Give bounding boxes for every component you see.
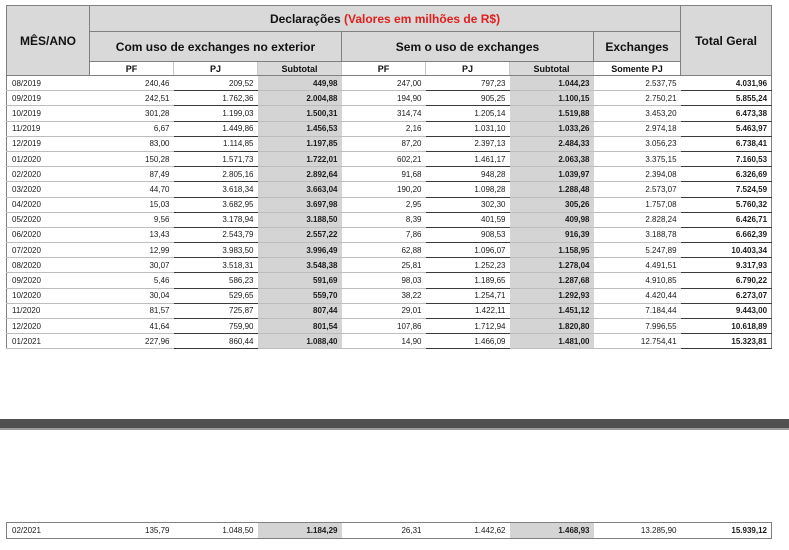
cell-month: 10/2019 (7, 106, 90, 121)
table-row (7, 523, 772, 539)
cell-sem-subtotal: 1.292,93 (510, 288, 594, 303)
cell-ext-subtotal: 3.663,04 (258, 182, 342, 197)
table-row (7, 212, 772, 227)
cell-sem-pf: 38,22 (342, 288, 426, 303)
cell-ext-pj: 1.762,36 (174, 91, 258, 106)
cell-sem-subtotal: 1.039,97 (510, 167, 594, 182)
table-row (7, 227, 772, 242)
col-header-somente-pj: Somente PJ (594, 62, 681, 76)
cell-sem-pf: 107,86 (342, 319, 426, 334)
cell-month: 02/2021 (7, 523, 90, 539)
cell-ext-pf: 5,46 (90, 273, 174, 288)
table-row (7, 121, 772, 136)
cell-somente-pj: 4.420,44 (594, 288, 681, 303)
cell-total-geral: 6.738,41 (681, 136, 772, 151)
cell-ext-pf: 13,43 (90, 227, 174, 242)
total-geral-header: Total Geral (681, 6, 772, 76)
cell-ext-pj: 725,87 (174, 303, 258, 318)
cell-ext-pf: 150,28 (90, 151, 174, 166)
cell-month: 08/2019 (7, 76, 90, 91)
cell-ext-pf: 30,07 (90, 258, 174, 273)
cell-ext-pf: 41,64 (90, 319, 174, 334)
table-row (7, 76, 772, 91)
cell-ext-subtotal: 1.456,53 (258, 121, 342, 136)
table-body (7, 76, 772, 349)
cell-sem-pj: 302,30 (426, 197, 510, 212)
cell-somente-pj: 7.184,44 (594, 303, 681, 318)
cell-ext-pj: 1.199,03 (174, 106, 258, 121)
cell-ext-subtotal: 591,69 (258, 273, 342, 288)
table-row (7, 167, 772, 182)
cell-ext-subtotal: 2.004,88 (258, 91, 342, 106)
title-unit-highlight: (Valores em milhões de R$) (344, 11, 501, 26)
cell-sem-subtotal: 1.468,93 (510, 523, 594, 539)
cell-ext-pf: 44,70 (90, 182, 174, 197)
cell-ext-subtotal: 1.500,31 (258, 106, 342, 121)
cell-ext-subtotal: 1.088,40 (258, 334, 342, 349)
cell-total-geral: 10.618,89 (681, 319, 772, 334)
table-row (7, 91, 772, 106)
cell-sem-subtotal: 1.288,48 (510, 182, 594, 197)
cell-sem-subtotal: 1.278,04 (510, 258, 594, 273)
cell-somente-pj: 4.491,51 (594, 258, 681, 273)
group-header-exterior: Com uso de exchanges no exterior (90, 32, 342, 62)
cell-month: 10/2020 (7, 288, 90, 303)
cell-total-geral: 5.855,24 (681, 91, 772, 106)
cell-ext-subtotal: 3.188,50 (258, 212, 342, 227)
cell-total-geral: 15.939,12 (681, 523, 772, 539)
cell-somente-pj: 2.974,18 (594, 121, 681, 136)
month-year-header: MÊS/ANO (7, 6, 90, 76)
cell-sem-pj: 1.096,07 (426, 243, 510, 258)
cell-ext-pj: 1.114,85 (174, 136, 258, 151)
cell-sem-pj: 948,28 (426, 167, 510, 182)
section-divider (0, 419, 789, 428)
title-prefix: Declarações (269, 11, 341, 26)
table-row (7, 258, 772, 273)
cell-sem-subtotal: 1.100,15 (510, 91, 594, 106)
cell-ext-pf: 227,96 (90, 334, 174, 349)
cell-ext-pj: 3.618,34 (174, 182, 258, 197)
cell-ext-pj: 1.571,73 (174, 151, 258, 166)
cell-somente-pj: 3.056,23 (594, 136, 681, 151)
cell-ext-pf: 30,04 (90, 288, 174, 303)
cell-sem-pf: 91,68 (342, 167, 426, 182)
cell-month: 02/2020 (7, 167, 90, 182)
cell-ext-pj: 3.983,50 (174, 243, 258, 258)
cell-month: 06/2020 (7, 227, 90, 242)
cell-sem-pf: 26,31 (342, 523, 426, 539)
cell-ext-pj: 209,52 (174, 76, 258, 91)
cell-month: 01/2021 (7, 334, 90, 349)
cell-month: 09/2019 (7, 91, 90, 106)
table-title (90, 6, 681, 32)
cell-ext-pf: 12,99 (90, 243, 174, 258)
table-row (7, 319, 772, 334)
cell-ext-pf: 135,79 (90, 523, 174, 539)
cell-total-geral: 6.662,39 (681, 227, 772, 242)
cell-total-geral: 9.443,00 (681, 303, 772, 318)
cell-ext-pf: 81,57 (90, 303, 174, 318)
cell-somente-pj: 2.828,24 (594, 212, 681, 227)
table-row (7, 334, 772, 349)
cell-ext-subtotal: 3.996,49 (258, 243, 342, 258)
cell-sem-pf: 25,81 (342, 258, 426, 273)
cell-month: 11/2020 (7, 303, 90, 318)
col-header-sem-pf: PF (342, 62, 426, 76)
cell-sem-pf: 247,00 (342, 76, 426, 91)
cell-ext-pj: 1.048,50 (174, 523, 258, 539)
cell-ext-pj: 860,44 (174, 334, 258, 349)
col-header-sem-subtotal: Subtotal (510, 62, 594, 76)
cell-somente-pj: 3.453,20 (594, 106, 681, 121)
cell-sem-pf: 190,20 (342, 182, 426, 197)
cell-month: 09/2020 (7, 273, 90, 288)
cell-sem-pf: 87,20 (342, 136, 426, 151)
cell-ext-subtotal: 3.548,38 (258, 258, 342, 273)
cell-sem-subtotal: 1.033,26 (510, 121, 594, 136)
cell-sem-pf: 29,01 (342, 303, 426, 318)
declarations-table (6, 5, 772, 349)
cell-ext-subtotal: 1.722,01 (258, 151, 342, 166)
cell-ext-subtotal: 449,98 (258, 76, 342, 91)
cell-ext-pj: 529,65 (174, 288, 258, 303)
cell-ext-subtotal: 559,70 (258, 288, 342, 303)
cell-total-geral: 6.473,38 (681, 106, 772, 121)
cell-ext-pf: 9,56 (90, 212, 174, 227)
cell-total-geral: 10.403,34 (681, 243, 772, 258)
cell-somente-pj: 7.996,55 (594, 319, 681, 334)
cell-total-geral: 6.273,07 (681, 288, 772, 303)
col-header-ext-subtotal: Subtotal (258, 62, 342, 76)
cell-sem-pf: 314,74 (342, 106, 426, 121)
cell-ext-subtotal: 1.197,85 (258, 136, 342, 151)
table-row (7, 197, 772, 212)
cell-ext-pf: 83,00 (90, 136, 174, 151)
cell-sem-pj: 905,25 (426, 91, 510, 106)
col-header-ext-pj: PJ (174, 62, 258, 76)
cell-month: 07/2020 (7, 243, 90, 258)
cell-sem-pf: 602,21 (342, 151, 426, 166)
cell-total-geral: 6.326,69 (681, 167, 772, 182)
cell-sem-pj: 2.397,13 (426, 136, 510, 151)
cell-month: 05/2020 (7, 212, 90, 227)
cell-total-geral: 7.524,59 (681, 182, 772, 197)
cell-somente-pj: 13.285,90 (594, 523, 681, 539)
cell-total-geral: 7.160,53 (681, 151, 772, 166)
cell-sem-subtotal: 2.484,33 (510, 136, 594, 151)
cell-sem-subtotal: 1.044,23 (510, 76, 594, 91)
table-row (7, 136, 772, 151)
cell-ext-pf: 87,49 (90, 167, 174, 182)
table-row (7, 273, 772, 288)
cell-month: 01/2020 (7, 151, 90, 166)
cell-ext-pj: 3.682,95 (174, 197, 258, 212)
cell-ext-pf: 242,51 (90, 91, 174, 106)
cell-total-geral: 6.426,71 (681, 212, 772, 227)
cell-sem-pj: 1.712,94 (426, 319, 510, 334)
cell-ext-pj: 3.518,31 (174, 258, 258, 273)
cell-sem-pf: 194,90 (342, 91, 426, 106)
cell-somente-pj: 2.750,21 (594, 91, 681, 106)
cell-ext-subtotal: 3.697,98 (258, 197, 342, 212)
table-row (7, 106, 772, 121)
cell-sem-pj: 1.461,17 (426, 151, 510, 166)
cell-somente-pj: 12.754,41 (594, 334, 681, 349)
cell-total-geral: 9.317,93 (681, 258, 772, 273)
cell-ext-pj: 1.449,86 (174, 121, 258, 136)
last-row-table (6, 522, 772, 539)
col-header-sem-pj: PJ (426, 62, 510, 76)
col-header-ext-pf: PF (90, 62, 174, 76)
cell-sem-pf: 2,95 (342, 197, 426, 212)
cell-sem-pj: 797,23 (426, 76, 510, 91)
cell-ext-pj: 3.178,94 (174, 212, 258, 227)
cell-ext-pf: 6,67 (90, 121, 174, 136)
cell-sem-subtotal: 1.519,88 (510, 106, 594, 121)
cell-total-geral: 5.760,32 (681, 197, 772, 212)
cell-sem-pf: 98,03 (342, 273, 426, 288)
cell-sem-pf: 7,86 (342, 227, 426, 242)
cell-ext-pf: 15,03 (90, 197, 174, 212)
cell-month: 12/2019 (7, 136, 90, 151)
cell-sem-subtotal: 2.063,38 (510, 151, 594, 166)
cell-sem-subtotal: 1.451,12 (510, 303, 594, 318)
cell-sem-pf: 8,39 (342, 212, 426, 227)
group-header-exchanges: Exchanges (594, 32, 681, 62)
table-row (7, 288, 772, 303)
table-row (7, 151, 772, 166)
cell-sem-subtotal: 409,98 (510, 212, 594, 227)
cell-sem-subtotal: 305,26 (510, 197, 594, 212)
cell-somente-pj: 2.573,07 (594, 182, 681, 197)
cell-somente-pj: 2.537,75 (594, 76, 681, 91)
cell-ext-pf: 240,46 (90, 76, 174, 91)
cell-sem-pj: 1.422,11 (426, 303, 510, 318)
cell-sem-subtotal: 1.481,00 (510, 334, 594, 349)
cell-sem-subtotal: 1.820,80 (510, 319, 594, 334)
cell-sem-subtotal: 1.158,95 (510, 243, 594, 258)
cell-ext-subtotal: 1.184,29 (258, 523, 342, 539)
cell-sem-subtotal: 1.287,68 (510, 273, 594, 288)
cell-ext-pj: 2.543,79 (174, 227, 258, 242)
table-row (7, 303, 772, 318)
cell-sem-pj: 908,53 (426, 227, 510, 242)
cell-total-geral: 5.463,97 (681, 121, 772, 136)
cell-sem-pj: 1.442,62 (426, 523, 510, 539)
cell-ext-pf: 301,28 (90, 106, 174, 121)
cell-ext-subtotal: 2.557,22 (258, 227, 342, 242)
cell-total-geral: 4.031,96 (681, 76, 772, 91)
cell-sem-pj: 1.254,71 (426, 288, 510, 303)
cell-sem-pj: 401,59 (426, 212, 510, 227)
cell-somente-pj: 3.188,78 (594, 227, 681, 242)
cell-sem-subtotal: 916,39 (510, 227, 594, 242)
cell-somente-pj: 4.910,85 (594, 273, 681, 288)
cell-ext-subtotal: 807,44 (258, 303, 342, 318)
cell-sem-pj: 1.205,14 (426, 106, 510, 121)
cell-total-geral: 6.790,22 (681, 273, 772, 288)
table-row (7, 243, 772, 258)
cell-sem-pf: 62,88 (342, 243, 426, 258)
group-header-sem-exchanges: Sem o uso de exchanges (342, 32, 594, 62)
cell-sem-pj: 1.098,28 (426, 182, 510, 197)
cell-total-geral: 15.323,81 (681, 334, 772, 349)
cell-sem-pj: 1.189,65 (426, 273, 510, 288)
cell-ext-pj: 2.805,16 (174, 167, 258, 182)
cell-ext-pj: 759,90 (174, 319, 258, 334)
cell-somente-pj: 2.394,08 (594, 167, 681, 182)
cell-sem-pj: 1.252,23 (426, 258, 510, 273)
cell-somente-pj: 3.375,15 (594, 151, 681, 166)
cell-month: 12/2020 (7, 319, 90, 334)
cell-ext-subtotal: 2.892,64 (258, 167, 342, 182)
cell-month: 08/2020 (7, 258, 90, 273)
cell-somente-pj: 5.247,89 (594, 243, 681, 258)
cell-ext-subtotal: 801,54 (258, 319, 342, 334)
cell-ext-pj: 586,23 (174, 273, 258, 288)
cell-sem-pf: 2,16 (342, 121, 426, 136)
cell-sem-pj: 1.031,10 (426, 121, 510, 136)
cell-month: 03/2020 (7, 182, 90, 197)
cell-sem-pf: 14,90 (342, 334, 426, 349)
table-row (7, 182, 772, 197)
cell-sem-pj: 1.466,09 (426, 334, 510, 349)
cell-somente-pj: 1.757,08 (594, 197, 681, 212)
cell-month: 11/2019 (7, 121, 90, 136)
cell-month: 04/2020 (7, 197, 90, 212)
